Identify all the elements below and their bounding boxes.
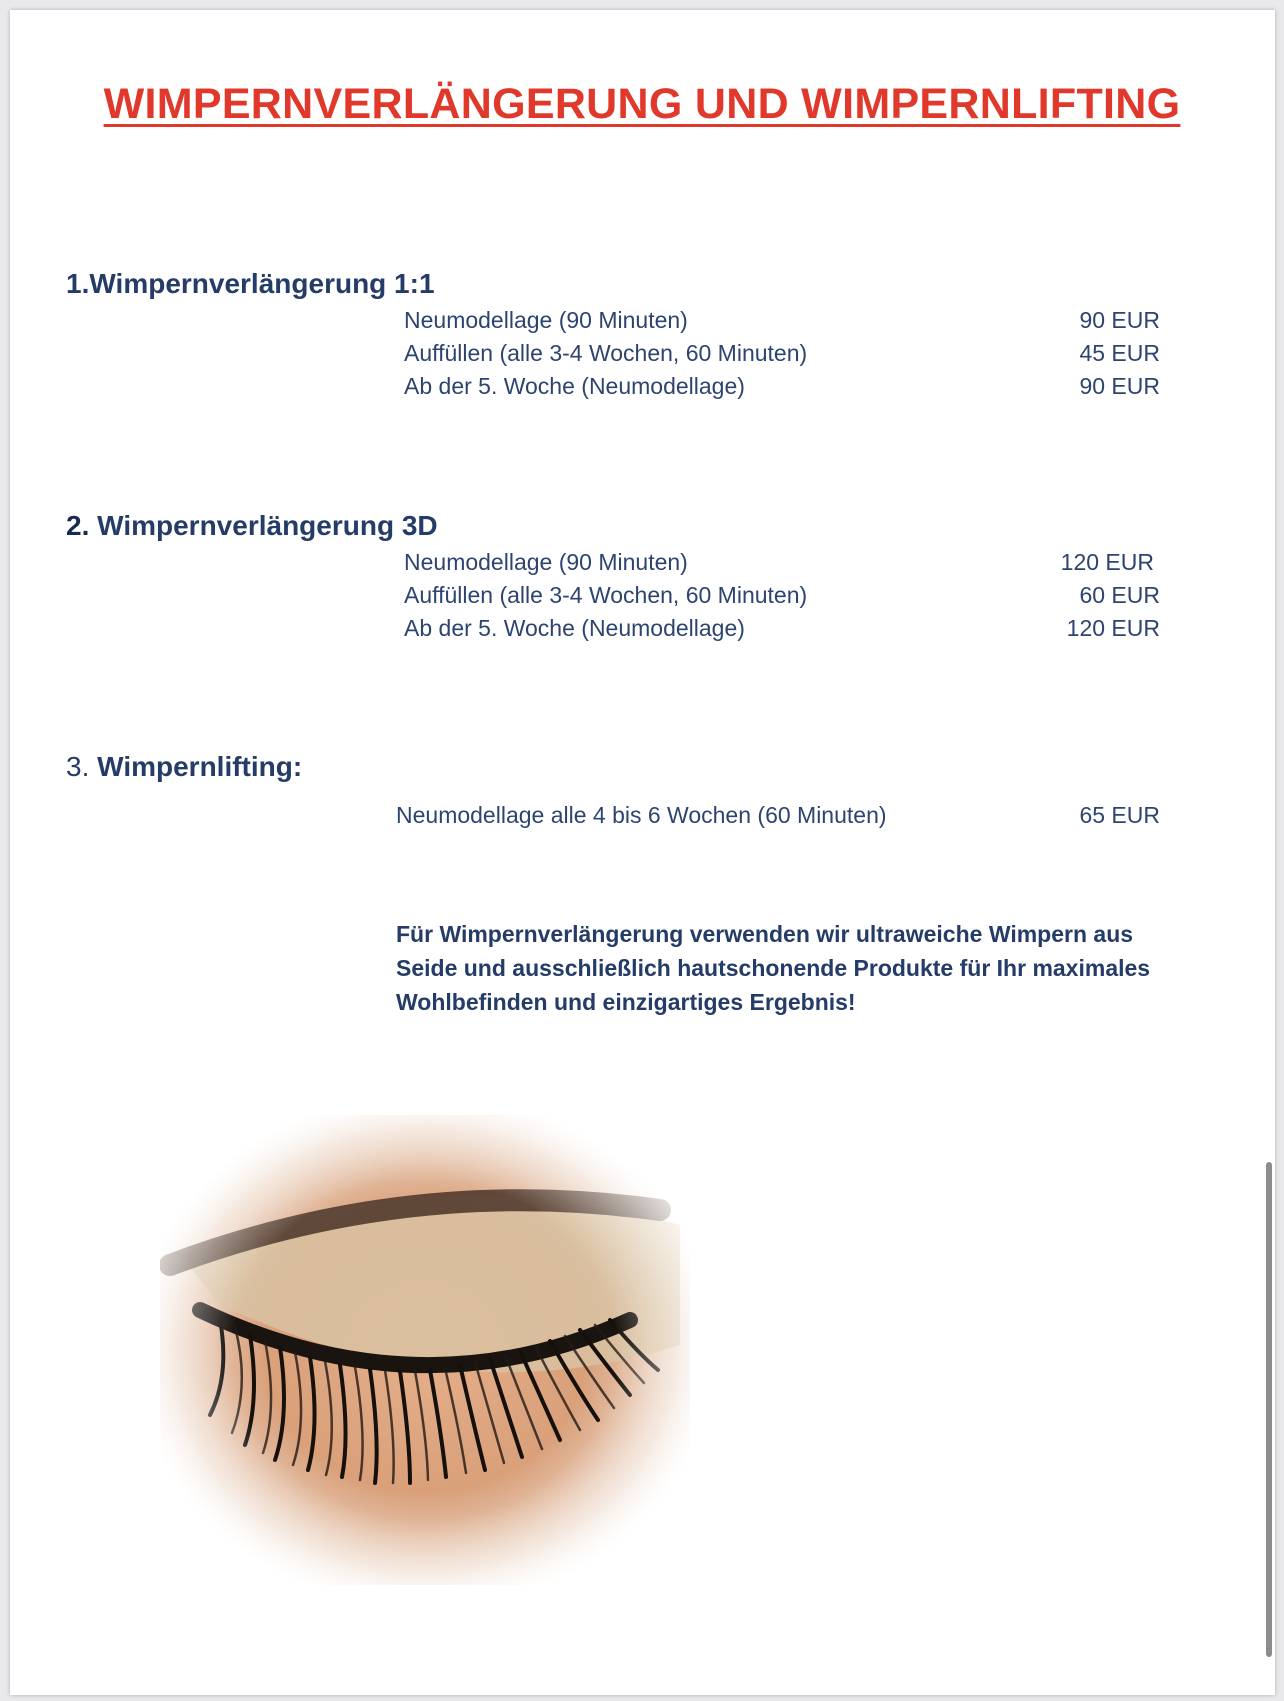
section-heading-1 <box>66 268 435 300</box>
page-title: WIMPERNVERLÄNGERUNG UND WIMPERNLIFTING <box>103 80 1181 128</box>
price-row <box>404 615 1160 647</box>
service-description: Auffüllen (alle 3-4 Wochen, 60 Minuten) <box>404 340 808 366</box>
service-description: Ab der 5. Woche (Neumodellage) <box>404 373 745 399</box>
service-description: Neumodellage (90 Minuten) <box>404 549 688 575</box>
scrollbar[interactable] <box>1266 1162 1272 1657</box>
section-title: Wimpernverlängerung 3D <box>89 510 438 541</box>
service-description: Neumodellage alle 4 bis 6 Wochen (60 Minuten) <box>396 802 887 828</box>
service-price: 90 EUR <box>1079 373 1160 399</box>
section-number: 2. <box>66 510 90 541</box>
price-row <box>404 307 1160 339</box>
price-row <box>396 802 1160 834</box>
service-description: Neumodellage (90 Minuten) <box>404 307 688 333</box>
eyelash-illustration <box>160 1115 690 1585</box>
section-title: Wimpernlifting: <box>89 751 303 782</box>
price-row <box>404 549 1160 581</box>
section-title: Wimpernverlängerung 1:1 <box>89 268 435 299</box>
service-price: 120 EUR <box>1060 549 1154 575</box>
section-heading-2 <box>66 510 438 542</box>
service-description: Ab der 5. Woche (Neumodellage) <box>404 615 745 641</box>
service-price: 60 EUR <box>1079 582 1160 608</box>
section-number: 3. <box>66 751 90 782</box>
service-price: 65 EUR <box>1079 802 1160 828</box>
section-number: 1. <box>66 268 90 299</box>
price-row <box>404 340 1160 372</box>
service-price: 90 EUR <box>1079 307 1160 333</box>
service-price: 45 EUR <box>1079 340 1160 366</box>
service-price: 120 EUR <box>1066 615 1160 641</box>
price-row <box>404 373 1160 405</box>
eyelash-photo <box>160 1115 690 1585</box>
section-heading-3 <box>66 751 302 783</box>
price-row <box>404 582 1160 614</box>
service-description: Auffüllen (alle 3-4 Wochen, 60 Minuten) <box>404 582 808 608</box>
info-note: Für Wimpernverlängerung verwenden wir ultraweiche Wimpern aus Seide und ausschließlich hautschonende Produkte für Ihr maximales Wohlbefinden und einzigartiges Ergebnis! <box>396 921 1151 1015</box>
